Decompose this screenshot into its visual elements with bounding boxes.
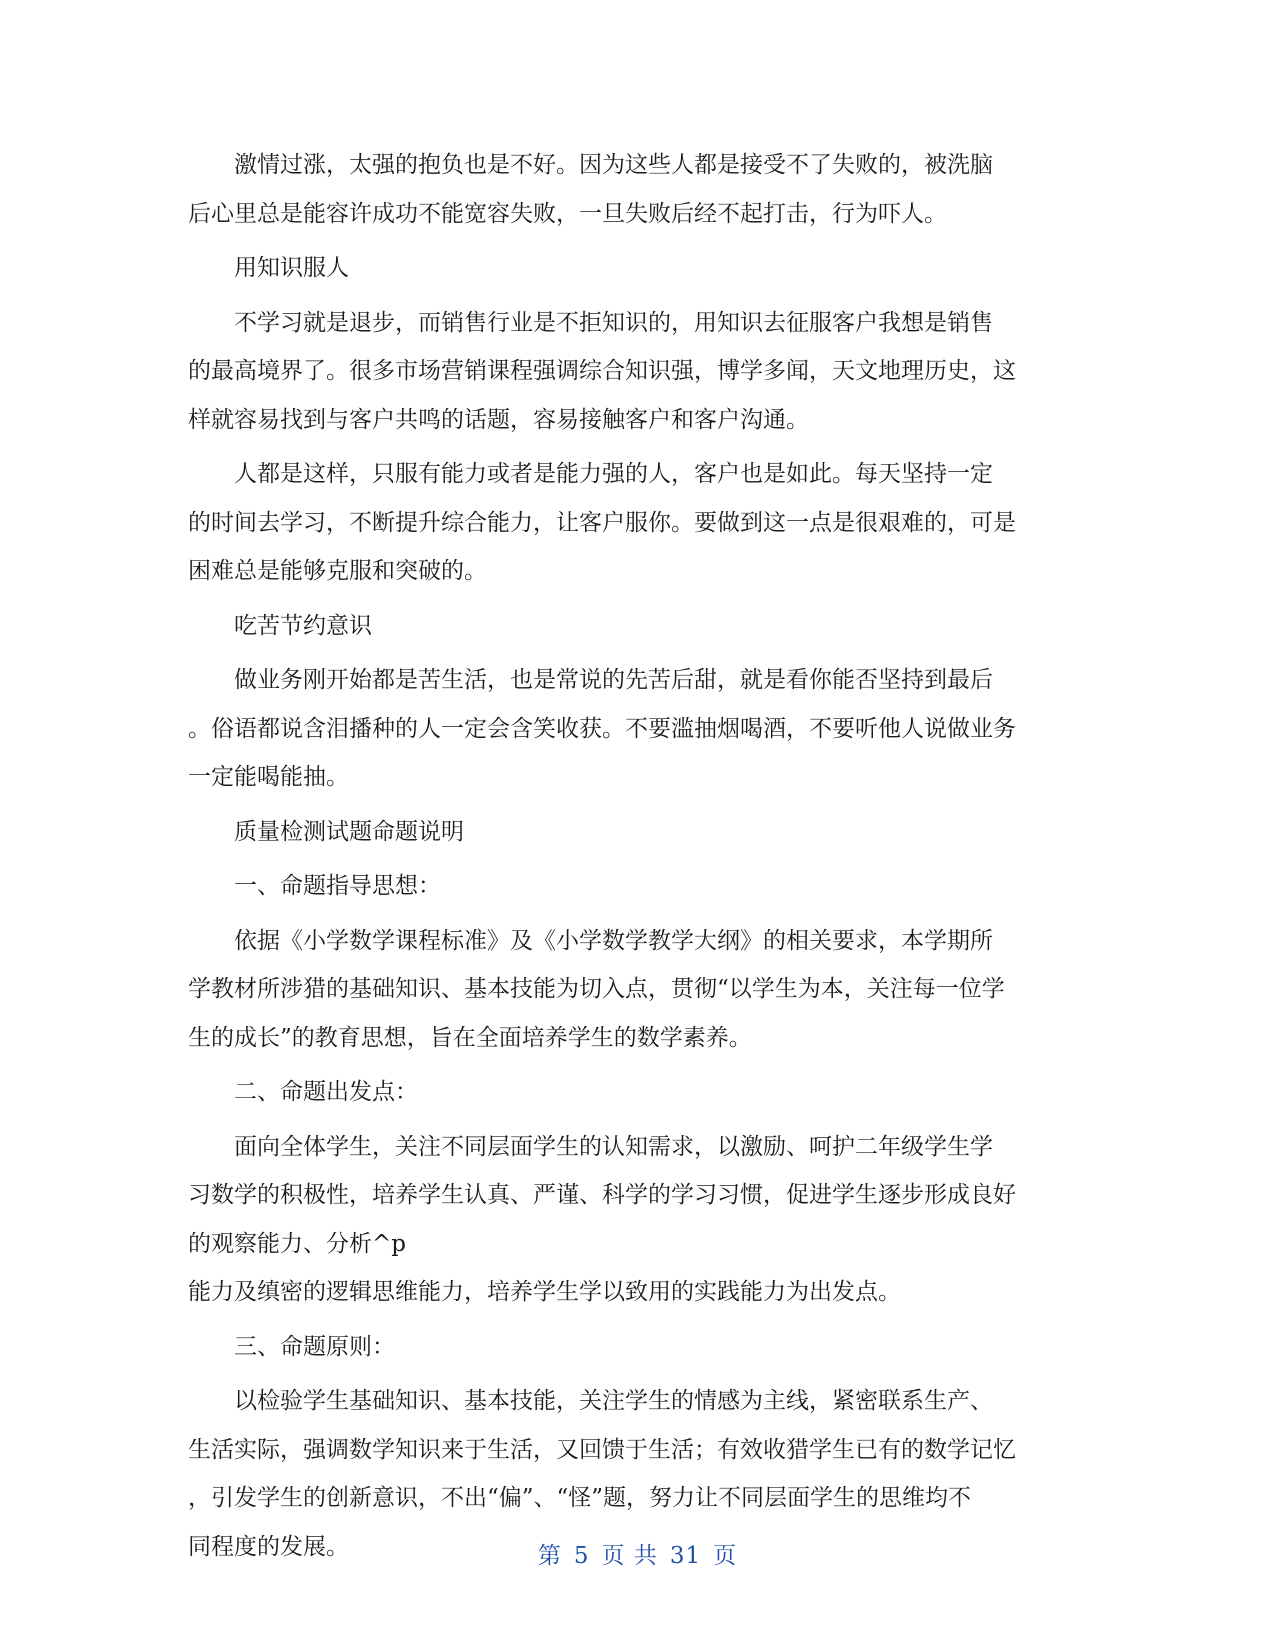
text-line: 一定能喝能抽。	[188, 764, 349, 790]
current-page-number: 5	[573, 1543, 590, 1569]
text-line: 三、命题原则：	[234, 1333, 395, 1360]
section-heading	[188, 1323, 1086, 1372]
text-line: 的观察能力、分析^p	[188, 1230, 406, 1257]
text-line: 人都是这样，只服有能力或者是能力强的人，客户也是如此。每天坚持一定	[234, 461, 993, 487]
paragraph	[188, 917, 1086, 1063]
text-line: 依据《小学数学课程标准》及《小学数学教学大纲》的相关要求，本学期所	[234, 927, 993, 954]
text-line: 一、命题指导思想：	[234, 873, 441, 899]
text-line: ，引发学生的创新意识，不出“偏”、“怪”题，努力让不同层面学生的思维均不	[188, 1485, 972, 1511]
section-heading	[188, 862, 1086, 911]
text-line: 。俗语都说含泪播种的人一定会含笑收获。不要滥抽烟喝酒，不要听他人说做业务	[188, 715, 1016, 742]
text-line: 质量检测试题命题说明	[234, 818, 464, 845]
paragraph	[188, 141, 1086, 238]
text-line: 的最高境界了。很多市场营销课程强调综合知识强，博学多闻，天文地理历史，这	[188, 358, 1016, 384]
paragraph	[188, 1123, 1086, 1317]
total-pages-number: 31	[669, 1543, 702, 1569]
text-line: 不学习就是退步，而销售行业是不拒知识的，用知识去征服客户我想是销售	[234, 309, 993, 336]
document-body	[188, 141, 1086, 1577]
section-heading	[188, 808, 1086, 857]
text-line: 后心里总是能容许成功不能宽容失败，一旦失败后经不起打击，行为吓人。	[188, 200, 947, 227]
text-line: 激情过涨，太强的抱负也是不好。因为这些人都是接受不了失败的，被洗脑	[234, 152, 993, 178]
text-line: 以检验学生基础知识、基本技能，关注学生的情感为主线，紧密联系生产、	[234, 1388, 993, 1414]
paragraph	[188, 656, 1086, 802]
text-line: 习数学的积极性，培养学生认真、严谨、科学的学习习惯，促进学生逐步形成良好	[188, 1182, 1016, 1208]
section-heading	[188, 244, 1086, 293]
footer-suffix: 页	[713, 1543, 738, 1569]
text-line: 做业务刚开始都是苦生活，也是常说的先苦后甜，就是看你能否坚持到最后	[234, 667, 993, 693]
paragraph	[188, 299, 1086, 445]
paragraph	[188, 450, 1086, 596]
text-line: 生活实际，强调数学知识来于生活，又回馈于生活；有效收猎学生已有的数学记忆	[188, 1436, 1016, 1463]
text-line: 吃苦节约意识	[234, 612, 372, 639]
text-line: 面向全体学生，关注不同层面学生的认知需求，以激励、呵护二年级学生学	[234, 1133, 993, 1160]
footer-prefix: 第	[537, 1543, 562, 1569]
section-heading	[188, 602, 1086, 651]
text-line: 困难总是能够克服和突破的。	[188, 558, 487, 584]
page-number-footer	[0, 1537, 1275, 1570]
section-heading	[188, 1068, 1086, 1117]
text-line: 学教材所涉猎的基础知识、基本技能为切入点，贯彻“以学生为本，关注每一位学	[188, 976, 1005, 1002]
text-line: 同程度的发展。	[188, 1533, 349, 1560]
text-line: 样就容易找到与客户共鸣的话题，容易接触客户和客户沟通。	[188, 406, 809, 433]
text-line: 能力及缜密的逻辑思维能力，培养学生学以致用的实践能力为出发点。	[188, 1279, 901, 1305]
footer-middle: 页 共	[601, 1543, 658, 1569]
text-line: 用知识服人	[234, 255, 349, 281]
text-line: 的时间去学习，不断提升综合能力，让客户服你。要做到这一点是很艰难的，可是	[188, 509, 1016, 536]
text-line: 二、命题出发点：	[234, 1079, 418, 1105]
text-line: 生的成长”的教育思想，旨在全面培养学生的数学素养。	[188, 1024, 752, 1051]
